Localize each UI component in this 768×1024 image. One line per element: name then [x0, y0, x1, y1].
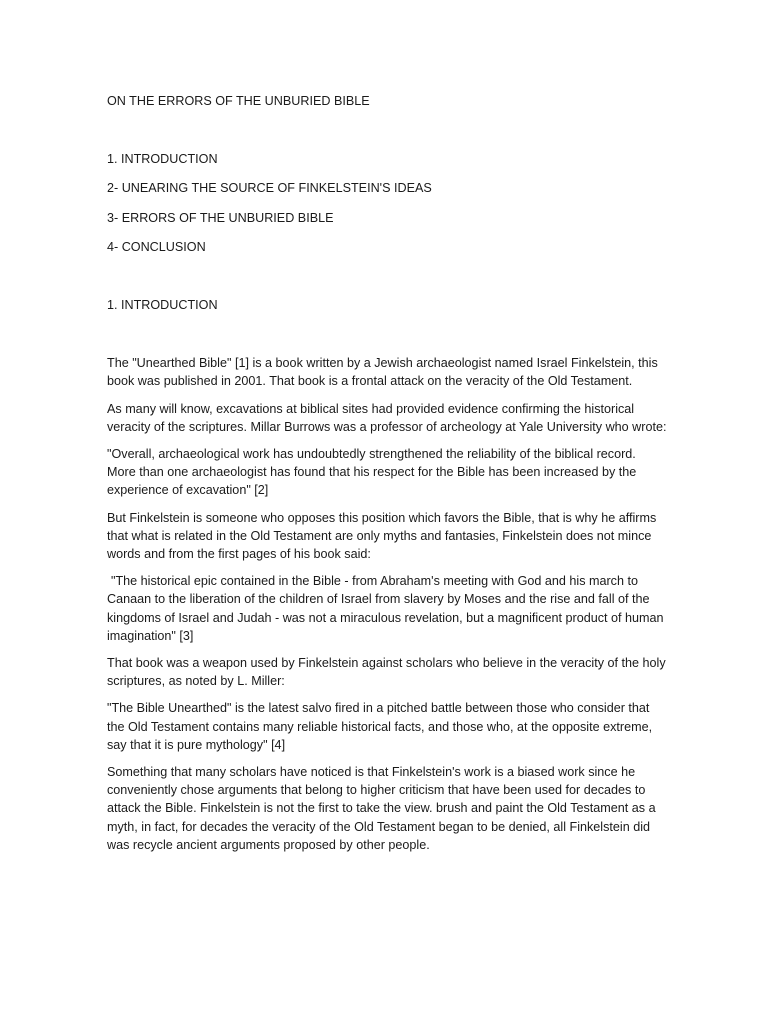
- paragraph: Something that many scholars have noticed is that Finkelstein's work is a biased work since he conveniently chose arguments that belong to higher criticism that have been used for decades to attack the Bible. Finkelstein is not the first to take the view. brush and paint the Old Testament as a myth, in fact, for decades the veracity of the Old Testament began to be denied, all Finkelstein did was recycle ancient arguments proposed by other people.: [107, 765, 656, 852]
- toc-item-sources: 2- UNEARING THE SOURCE OF FINKELSTEIN'S IDEAS: [107, 181, 432, 196]
- paragraph: That book was a weapon used by Finkelstein against scholars who believe in the veracity of the holy scriptures, as noted by L. Miller:: [107, 656, 666, 689]
- block-quote: "Overall, archaeological work has undoubtedly strengthened the reliability of the biblical record. More than one archaeologist has found that his respect for the Bible has been increased by the experience of excavation" [2]: [107, 447, 637, 498]
- toc-item-introduction: 1. INTRODUCTION: [107, 152, 218, 167]
- document-page: [107, 92, 667, 863]
- block-quote: "The Bible Unearthed" is the latest salvo fired in a pitched battle between those who consider that the Old Testament contains many reliable historical facts, and those who, at the opposite extreme, say that it is pure mythology" [4]: [107, 701, 653, 752]
- section-heading: 1. INTRODUCTION: [107, 298, 218, 313]
- body-text: [107, 354, 667, 854]
- toc-item-conclusion: 4- CONCLUSION: [107, 239, 206, 254]
- paragraph: The "Unearthed Bible" [1] is a book written by a Jewish archaeologist named Israel Finkelstein, this book was published in 2001. That book is a frontal attack on the veracity of the Old Testament.: [107, 356, 658, 389]
- table-of-contents: [107, 150, 667, 256]
- paragraph: But Finkelstein is someone who opposes this position which favors the Bible, that is why he affirms that what is related in the Old Testament are only myths and fantasies, Finkelstein does not mince words and from the first pages of his book said:: [107, 510, 657, 562]
- toc-item-errors: 3- ERRORS OF THE UNBURIED BIBLE: [107, 210, 334, 225]
- document-title: ON THE ERRORS OF THE UNBURIED BIBLE: [107, 94, 370, 108]
- paragraph: As many will know, excavations at biblical sites had provided evidence confirming the historical veracity of the scriptures. Millar Burrows was a professor of archeology at Yale University who wrote:: [107, 401, 667, 434]
- block-quote: "The historical epic contained in the Bible - from Abraham's meeting with God and his march to Canaan to the liberation of the children of Israel from slavery by Moses and the rise and fall of the kingdoms of Israel and Judah - was not a miraculous revelation, but a magnificent product of human imagination" [3]: [107, 574, 664, 643]
